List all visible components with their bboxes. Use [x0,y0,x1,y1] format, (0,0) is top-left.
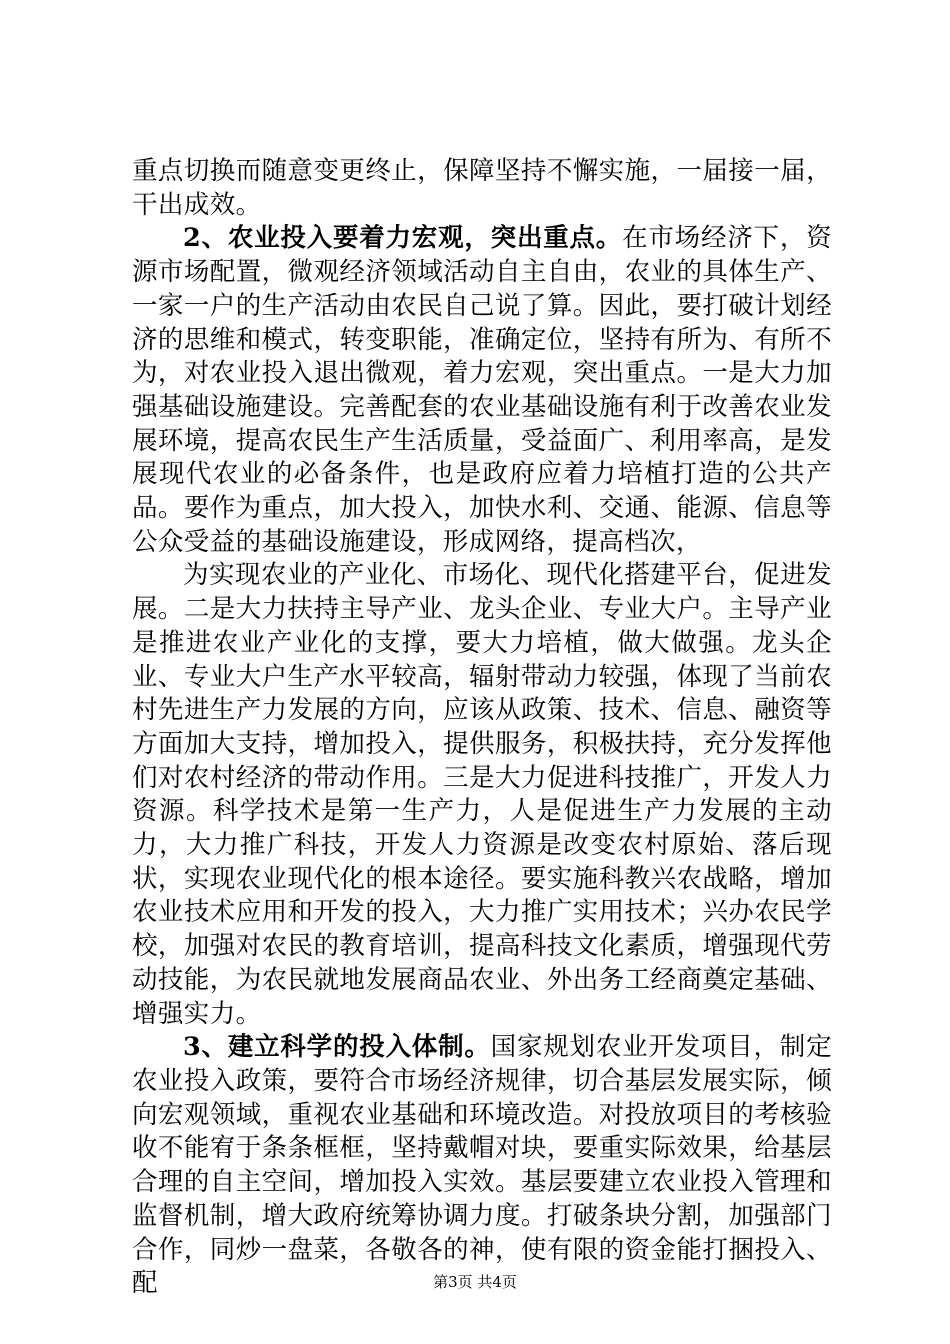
paragraph-2-text: 在市场经济下，资源市场配置，微观经济领域活动自主自由，农业的具体生产、一家一户的生产活动由农民自己说了算。因此，要打破计划经济的思维和模式，转变职能，准确定位，坚持有所为、有所不为，对农业投入退出微观，着力宏观，突出重点。一是大力加强基础设施建设。完善配套的农业基础设施有利于改善农业发展环境，提高农民生产生活质量，受益面广、利用率高，是发展现代农业的必备条件，也是政府应着力培植打造的公共产品。要作为重点，加大投入，加快水利、交通、能源、信息等公众受益的基础设施建设，形成网络，提高档次， [132,223,833,557]
section-heading-2: 2、农业投入要着力宏观，突出重点。 [183,223,623,254]
paragraph-2 [132,222,832,559]
paragraph-1 [132,155,832,222]
paragraph-3 [132,559,832,1031]
paragraph-4 [132,1031,832,1301]
paragraph-3-text: 为实现农业的产业化、市场化、现代化搭建平台，促进发展。二是大力扶持主导产业、龙头企业、专业大户。主导产业是推进农业产业化的支撑，要大力培植，做大做强。龙头企业、专业大户生产水平较高，辐射带动力较强，体现了当前农村先进生产力发展的方向，应该从政策、技术、信息、融资等方面加大支持，增加投入，提供服务，积极扶持，充分发挥他们对农村经济的带动作用。三是大力促进科技推广，开发人力资源。科学技术是第一生产力，人是促进生产力发展的主动力，大力推广科技，开发人力资源是改变农村原始、落后现状，实现农业现代化的根本途径。要实施科教兴农战略，增加农业技术应用和开发的投入，大力推广实用技术；兴办农民学校，加强对农民的教育培训，提高科技文化素质，增强现代劳动技能，为农民就地发展商品农业、外出务工经商奠定基础、增强实力。 [132,560,832,1029]
document-body [132,155,832,1301]
page-footer [0,1272,950,1292]
paragraph-4-text: 国家规划农业开发项目，制定农业投入政策，要符合市场经济规律，切合基层发展实际，倾向宏观领域，重视农业基础和环境改造。对投放项目的考核验收不能宥于条条框框，坚持戴帽对块，要重实际效果，给基层合理的自主空间，增加投入实效。基层要建立农业投入管理和监督机制，增大政府统筹协调力度。打破条块分割，加强部门合作，同炒一盘菜，各敬各的神，使有限的资金能打捆投入、配 [132,1032,832,1299]
page-number: 第3页 共4页 [433,1273,517,1291]
paragraph-1-text: 重点切换而随意变更终止，保障坚持不懈实施，一届接一届，干出成效。 [132,156,832,220]
section-heading-3: 3、建立科学的投入体制。 [183,1032,491,1063]
